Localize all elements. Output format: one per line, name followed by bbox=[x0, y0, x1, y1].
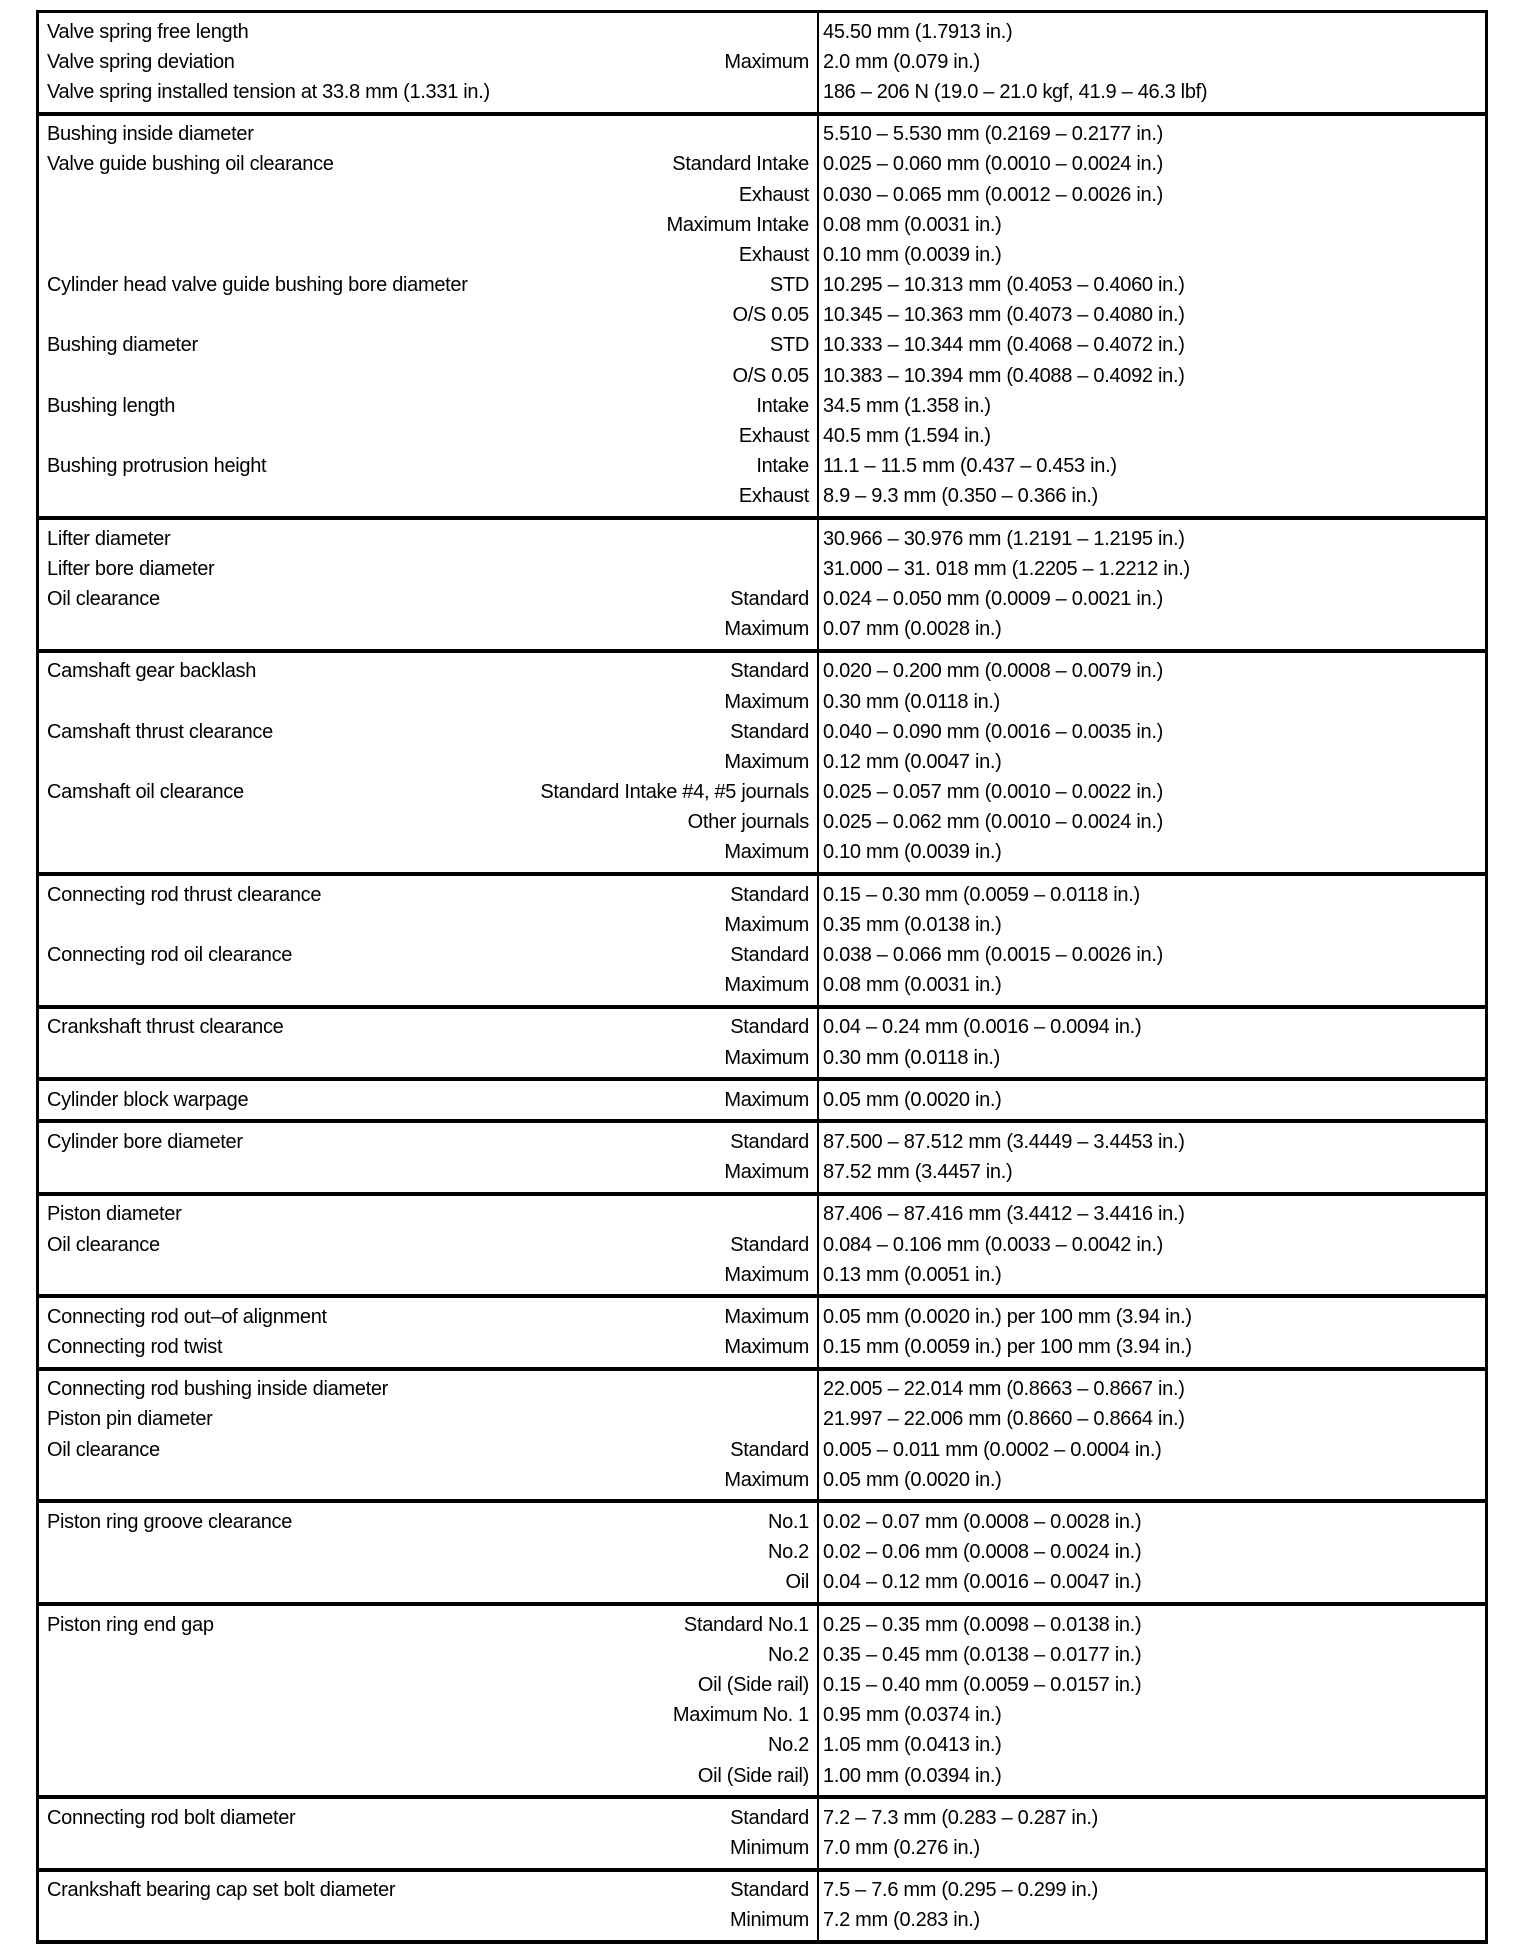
spec-group bbox=[39, 1872, 1485, 1944]
spec-row bbox=[39, 1085, 1485, 1115]
spec-qualifier: Maximum bbox=[724, 750, 809, 773]
spec-item-cell bbox=[39, 485, 809, 508]
spec-row bbox=[39, 1507, 1485, 1537]
spec-value: 11.1 – 11.5 mm (0.437 – 0.453 in.) bbox=[823, 455, 1117, 478]
spec-value: 7.0 mm (0.276 in.) bbox=[823, 1836, 980, 1859]
spec-row bbox=[39, 361, 1485, 391]
spec-row bbox=[39, 150, 1485, 180]
spec-row bbox=[39, 77, 1485, 107]
spec-value: 0.04 – 0.12 mm (0.0016 – 0.0047 in.) bbox=[823, 1571, 1142, 1594]
spec-row bbox=[39, 880, 1485, 910]
spec-item-cell bbox=[39, 1131, 809, 1154]
spec-item-cell bbox=[39, 751, 809, 774]
spec-qualifier: Exhaust bbox=[738, 485, 809, 508]
spec-row bbox=[39, 1200, 1485, 1230]
spec-group bbox=[39, 116, 1485, 520]
spec-value: 7.5 – 7.6 mm (0.295 – 0.299 in.) bbox=[823, 1879, 1099, 1902]
spec-qualifier: Exhaust bbox=[738, 183, 809, 206]
spec-value: 0.025 – 0.057 mm (0.0010 – 0.0022 in.) bbox=[823, 781, 1163, 804]
spec-row bbox=[39, 1833, 1485, 1863]
spec-value: 34.5 mm (1.358 in.) bbox=[823, 394, 991, 417]
spec-item-cell bbox=[39, 1203, 809, 1226]
spec-group bbox=[39, 1503, 1485, 1606]
spec-item-label: Camshaft thrust clearance bbox=[47, 720, 273, 743]
spec-item-cell bbox=[39, 884, 809, 907]
spec-value: 0.08 mm (0.0031 in.) bbox=[823, 213, 1002, 236]
spec-qualifier: No.2 bbox=[767, 1643, 809, 1666]
spec-row bbox=[39, 17, 1485, 47]
spec-value: 0.05 mm (0.0020 in.) bbox=[823, 1468, 1002, 1491]
spec-value: 0.08 mm (0.0031 in.) bbox=[823, 974, 1002, 997]
spec-item-cell bbox=[39, 588, 809, 611]
spec-row bbox=[39, 1876, 1485, 1906]
spec-value: 0.35 – 0.45 mm (0.0138 – 0.0177 in.) bbox=[823, 1643, 1142, 1666]
spec-item-cell bbox=[39, 214, 809, 237]
spec-qualifier: Maximum bbox=[724, 690, 809, 713]
spec-row bbox=[39, 524, 1485, 554]
spec-item-cell bbox=[39, 1734, 809, 1757]
spec-item-cell bbox=[39, 1234, 809, 1257]
spec-item-cell bbox=[39, 274, 809, 297]
spec-value: 10.383 – 10.394 mm (0.4088 – 0.4092 in.) bbox=[823, 364, 1185, 387]
spec-item-cell bbox=[39, 618, 809, 641]
spec-qualifier: Maximum bbox=[724, 50, 809, 73]
spec-value: 21.997 – 22.006 mm (0.8660 – 0.8664 in.) bbox=[823, 1408, 1185, 1431]
spec-qualifier: Intake bbox=[756, 455, 809, 478]
spec-item-cell bbox=[39, 1807, 809, 1830]
spec-row bbox=[39, 1405, 1485, 1435]
spec-item-label: Oil clearance bbox=[47, 587, 160, 610]
spec-item-label: Oil clearance bbox=[47, 1438, 160, 1461]
spec-item-cell bbox=[39, 1378, 809, 1401]
spec-value: 0.020 – 0.200 mm (0.0008 – 0.0079 in.) bbox=[823, 660, 1163, 683]
spec-item-label: Piston ring groove clearance bbox=[47, 1511, 293, 1534]
spec-qualifier: Oil bbox=[785, 1571, 809, 1594]
spec-qualifier: Minimum bbox=[729, 1836, 809, 1859]
spec-item-cell bbox=[39, 365, 809, 388]
spec-item-label: Valve spring deviation bbox=[47, 50, 235, 73]
spec-value: 0.30 mm (0.0118 in.) bbox=[823, 690, 1001, 713]
spec-qualifier: O/S 0.05 bbox=[732, 304, 809, 327]
spec-value: 0.30 mm (0.0118 in.) bbox=[823, 1046, 1001, 1069]
spec-item-cell bbox=[39, 944, 809, 967]
spec-group bbox=[39, 1123, 1485, 1195]
spec-item-label: Valve spring installed tension at 33.8 mm (1.331 in.) bbox=[47, 80, 490, 103]
spec-group bbox=[39, 520, 1485, 653]
spec-qualifier: Standard Intake #4, #5 journals bbox=[540, 781, 809, 804]
spec-qualifier: Maximum bbox=[724, 1161, 809, 1184]
spec-group bbox=[39, 653, 1485, 876]
spec-qualifier: No.2 bbox=[767, 1541, 809, 1564]
spec-row bbox=[39, 1013, 1485, 1043]
spec-value: 0.25 – 0.35 mm (0.0098 – 0.0138 in.) bbox=[823, 1613, 1142, 1636]
spec-value: 7.2 – 7.3 mm (0.283 – 0.287 in.) bbox=[823, 1806, 1099, 1829]
spec-value: 8.9 – 9.3 mm (0.350 – 0.366 in.) bbox=[823, 485, 1099, 508]
spec-row bbox=[39, 615, 1485, 645]
spec-qualifier: Standard bbox=[730, 1438, 809, 1461]
spec-value: 0.025 – 0.062 mm (0.0010 – 0.0024 in.) bbox=[823, 811, 1163, 834]
spec-row bbox=[39, 1640, 1485, 1670]
spec-qualifier: Maximum bbox=[724, 618, 809, 641]
spec-item-cell bbox=[39, 21, 809, 44]
spec-value: 45.50 mm (1.7913 in.) bbox=[823, 20, 1013, 43]
spec-item-cell bbox=[39, 1306, 809, 1329]
spec-value: 186 – 206 N (19.0 – 21.0 kgf, 41.9 – 46.3 lbf) bbox=[823, 80, 1208, 103]
spec-item-label: Camshaft oil clearance bbox=[47, 781, 244, 804]
spec-item-label: Valve spring free length bbox=[47, 20, 249, 43]
spec-qualifier: Maximum bbox=[724, 1305, 809, 1328]
spec-group bbox=[39, 1196, 1485, 1299]
spec-group bbox=[39, 1606, 1485, 1799]
spec-item-label: Cylinder bore diameter bbox=[47, 1130, 243, 1153]
spec-value: 0.024 – 0.050 mm (0.0009 – 0.0021 in.) bbox=[823, 587, 1163, 610]
spec-group bbox=[39, 1371, 1485, 1504]
spec-row bbox=[39, 1803, 1485, 1833]
spec-item-label: Bushing diameter bbox=[47, 334, 198, 357]
spec-qualifier: Standard bbox=[730, 660, 809, 683]
spec-item-label: Connecting rod thrust clearance bbox=[47, 883, 322, 906]
spec-qualifier: Oil (Side rail) bbox=[697, 1764, 809, 1787]
spec-value: 0.02 – 0.06 mm (0.0008 – 0.0024 in.) bbox=[823, 1541, 1142, 1564]
spec-value: 0.038 – 0.066 mm (0.0015 – 0.0026 in.) bbox=[823, 944, 1163, 967]
spec-qualifier: Maximum bbox=[724, 1088, 809, 1111]
spec-row bbox=[39, 1333, 1485, 1363]
spec-value: 31.000 – 31. 018 mm (1.2205 – 1.2212 in.) bbox=[823, 557, 1190, 580]
spec-qualifier: Exhaust bbox=[738, 243, 809, 266]
spec-item-cell bbox=[39, 528, 809, 551]
spec-qualifier: Maximum bbox=[724, 913, 809, 936]
spec-item-label: Connecting rod bolt diameter bbox=[47, 1806, 296, 1829]
spec-group bbox=[39, 13, 1485, 116]
spec-value: 10.345 – 10.363 mm (0.4073 – 0.4080 in.) bbox=[823, 304, 1185, 327]
spec-value: 0.05 mm (0.0020 in.) bbox=[823, 1088, 1002, 1111]
spec-value: 0.10 mm (0.0039 in.) bbox=[823, 841, 1002, 864]
spec-item-label: Lifter diameter bbox=[47, 527, 171, 550]
spec-row bbox=[39, 1435, 1485, 1465]
spec-item-label: Bushing length bbox=[47, 394, 176, 417]
spec-item-cell bbox=[39, 334, 809, 357]
specification-table bbox=[36, 10, 1488, 1944]
spec-value: 0.15 mm (0.0059 in.) per 100 mm (3.94 in.) bbox=[823, 1336, 1192, 1359]
spec-item-label: Connecting rod twist bbox=[47, 1336, 223, 1359]
spec-item-cell bbox=[39, 1765, 809, 1788]
spec-value: 1.00 mm (0.0394 in.) bbox=[823, 1764, 1002, 1787]
spec-value: 0.10 mm (0.0039 in.) bbox=[823, 243, 1002, 266]
spec-item-cell bbox=[39, 1439, 809, 1462]
spec-item-cell bbox=[39, 51, 809, 74]
spec-group bbox=[39, 876, 1485, 1009]
spec-row bbox=[39, 47, 1485, 77]
spec-group bbox=[39, 1799, 1485, 1871]
spec-qualifier: Standard bbox=[730, 1233, 809, 1256]
spec-row bbox=[39, 1568, 1485, 1598]
spec-row bbox=[39, 747, 1485, 777]
spec-value: 0.084 – 0.106 mm (0.0033 – 0.0042 in.) bbox=[823, 1233, 1163, 1256]
spec-item-cell bbox=[39, 1089, 809, 1112]
spec-item-label: Piston pin diameter bbox=[47, 1408, 213, 1431]
spec-item-cell bbox=[39, 1571, 809, 1594]
spec-item-cell bbox=[39, 123, 809, 146]
spec-qualifier: O/S 0.05 bbox=[732, 364, 809, 387]
spec-value: 30.966 – 30.976 mm (1.2191 – 1.2195 in.) bbox=[823, 527, 1185, 550]
spec-item-label: Piston diameter bbox=[47, 1203, 182, 1226]
spec-value: 7.2 mm (0.283 in.) bbox=[823, 1909, 980, 1932]
spec-row bbox=[39, 240, 1485, 270]
spec-row bbox=[39, 482, 1485, 512]
spec-value: 2.0 mm (0.079 in.) bbox=[823, 50, 980, 73]
spec-item-label: Connecting rod out–of alignment bbox=[47, 1305, 327, 1328]
spec-qualifier: Intake bbox=[756, 394, 809, 417]
spec-item-cell bbox=[39, 1704, 809, 1727]
spec-item-cell bbox=[39, 455, 809, 478]
spec-qualifier: Standard bbox=[730, 1879, 809, 1902]
spec-value: 22.005 – 22.014 mm (0.8663 – 0.8667 in.) bbox=[823, 1378, 1185, 1401]
spec-item-cell bbox=[39, 1047, 809, 1070]
spec-item-cell bbox=[39, 914, 809, 937]
spec-value: 0.02 – 0.07 mm (0.0008 – 0.0028 in.) bbox=[823, 1511, 1142, 1534]
spec-item-label: Cylinder block warpage bbox=[47, 1088, 249, 1111]
spec-item-cell bbox=[39, 558, 809, 581]
spec-item-cell bbox=[39, 1408, 809, 1431]
spec-item-label: Oil clearance bbox=[47, 1233, 160, 1256]
spec-item-cell bbox=[39, 1469, 809, 1492]
spec-value: 87.406 – 87.416 mm (3.4412 – 3.4416 in.) bbox=[823, 1203, 1185, 1226]
spec-qualifier: STD bbox=[769, 274, 809, 297]
spec-value: 0.04 – 0.24 mm (0.0016 – 0.0094 in.) bbox=[823, 1016, 1142, 1039]
spec-value: 10.295 – 10.313 mm (0.4053 – 0.4060 in.) bbox=[823, 274, 1185, 297]
spec-item-cell bbox=[39, 1879, 809, 1902]
spec-item-cell bbox=[39, 1511, 809, 1534]
spec-row bbox=[39, 1701, 1485, 1731]
spec-item-cell bbox=[39, 184, 809, 207]
spec-value: 0.040 – 0.090 mm (0.0016 – 0.0035 in.) bbox=[823, 720, 1163, 743]
spec-item-cell bbox=[39, 1161, 809, 1184]
spec-qualifier: Standard Intake bbox=[672, 153, 809, 176]
spec-qualifier: Standard bbox=[730, 1130, 809, 1153]
spec-item-cell bbox=[39, 1336, 809, 1359]
spec-row bbox=[39, 687, 1485, 717]
spec-row bbox=[39, 1230, 1485, 1260]
spec-item-cell bbox=[39, 244, 809, 267]
spec-row bbox=[39, 1731, 1485, 1761]
spec-item-label: Bushing inside diameter bbox=[47, 123, 254, 146]
spec-row bbox=[39, 717, 1485, 747]
spec-row bbox=[39, 554, 1485, 584]
spec-item-cell bbox=[39, 1016, 809, 1039]
spec-qualifier: Standard bbox=[730, 720, 809, 743]
spec-group bbox=[39, 1009, 1485, 1081]
spec-item-cell bbox=[39, 395, 809, 418]
spec-value: 0.15 – 0.40 mm (0.0059 – 0.0157 in.) bbox=[823, 1673, 1142, 1696]
spec-qualifier: No.2 bbox=[767, 1734, 809, 1757]
spec-value: 0.13 mm (0.0051 in.) bbox=[823, 1263, 1002, 1286]
spec-qualifier: Exhaust bbox=[738, 425, 809, 448]
spec-value: 87.52 mm (3.4457 in.) bbox=[823, 1161, 1013, 1184]
spec-item-cell bbox=[39, 691, 809, 714]
spec-row bbox=[39, 391, 1485, 421]
spec-value: 0.005 – 0.011 mm (0.0002 – 0.0004 in.) bbox=[823, 1438, 1162, 1461]
spec-row bbox=[39, 120, 1485, 150]
spec-item-cell bbox=[39, 660, 809, 683]
spec-item-cell bbox=[39, 841, 809, 864]
spec-row bbox=[39, 1158, 1485, 1188]
spec-row bbox=[39, 301, 1485, 331]
spec-qualifier: STD bbox=[769, 334, 809, 357]
spec-item-label: Camshaft gear backlash bbox=[47, 660, 257, 683]
spec-item-cell bbox=[39, 721, 809, 744]
spec-item-label: Cylinder head valve guide bushing bore diameter bbox=[47, 274, 468, 297]
spec-row bbox=[39, 180, 1485, 210]
spec-qualifier: Maximum bbox=[724, 1046, 809, 1069]
spec-value: 0.35 mm (0.0138 in.) bbox=[823, 913, 1002, 936]
spec-row bbox=[39, 1302, 1485, 1332]
spec-value: 0.12 mm (0.0047 in.) bbox=[823, 750, 1002, 773]
spec-item-cell bbox=[39, 1264, 809, 1287]
spec-item-label: Valve guide bushing oil clearance bbox=[47, 153, 334, 176]
spec-row bbox=[39, 584, 1485, 614]
spec-row bbox=[39, 971, 1485, 1001]
spec-qualifier: No.1 bbox=[767, 1511, 809, 1534]
spec-qualifier: Maximum Intake bbox=[666, 213, 809, 236]
spec-qualifier: Maximum bbox=[724, 1263, 809, 1286]
spec-row bbox=[39, 271, 1485, 301]
spec-item-label: Piston ring end gap bbox=[47, 1613, 214, 1636]
spec-qualifier: Minimum bbox=[729, 1909, 809, 1932]
spec-item-label: Crankshaft thrust clearance bbox=[47, 1016, 284, 1039]
spec-item-cell bbox=[39, 781, 809, 804]
spec-qualifier: Maximum bbox=[724, 841, 809, 864]
spec-qualifier: Maximum bbox=[724, 1336, 809, 1359]
spec-row bbox=[39, 1375, 1485, 1405]
spec-item-cell bbox=[39, 81, 809, 104]
spec-row bbox=[39, 1538, 1485, 1568]
spec-group bbox=[39, 1081, 1485, 1123]
spec-row bbox=[39, 1465, 1485, 1495]
spec-row bbox=[39, 657, 1485, 687]
spec-row bbox=[39, 452, 1485, 482]
spec-value: 0.15 – 0.30 mm (0.0059 – 0.0118 in.) bbox=[823, 883, 1140, 906]
spec-item-label: Lifter bore diameter bbox=[47, 557, 215, 580]
spec-item-label: Crankshaft bearing cap set bolt diameter bbox=[47, 1879, 396, 1902]
spec-row bbox=[39, 1761, 1485, 1791]
spec-value: 0.07 mm (0.0028 in.) bbox=[823, 618, 1002, 641]
spec-row bbox=[39, 940, 1485, 970]
spec-row bbox=[39, 331, 1485, 361]
spec-qualifier: Standard bbox=[730, 587, 809, 610]
spec-row bbox=[39, 421, 1485, 451]
spec-qualifier: Maximum No. 1 bbox=[672, 1704, 809, 1727]
spec-item-label: Connecting rod bushing inside diameter bbox=[47, 1378, 389, 1401]
spec-row bbox=[39, 1610, 1485, 1640]
spec-value: 10.333 – 10.344 mm (0.4068 – 0.4072 in.) bbox=[823, 334, 1185, 357]
spec-row bbox=[39, 1670, 1485, 1700]
spec-qualifier: Standard No.1 bbox=[683, 1613, 809, 1636]
spec-qualifier: Other journals bbox=[687, 811, 809, 834]
spec-row bbox=[39, 1906, 1485, 1936]
spec-qualifier: Standard bbox=[730, 1806, 809, 1829]
spec-row bbox=[39, 1127, 1485, 1157]
spec-qualifier: Standard bbox=[730, 883, 809, 906]
spec-value: 1.05 mm (0.0413 in.) bbox=[823, 1734, 1002, 1757]
spec-item-cell bbox=[39, 1644, 809, 1667]
spec-row bbox=[39, 778, 1485, 808]
spec-item-cell bbox=[39, 1674, 809, 1697]
spec-row bbox=[39, 1043, 1485, 1073]
spec-item-cell bbox=[39, 1837, 809, 1860]
spec-value: 0.030 – 0.065 mm (0.0012 – 0.0026 in.) bbox=[823, 183, 1163, 206]
spec-row bbox=[39, 910, 1485, 940]
spec-row bbox=[39, 1260, 1485, 1290]
spec-qualifier: Oil (Side rail) bbox=[697, 1673, 809, 1696]
spec-item-cell bbox=[39, 1541, 809, 1564]
spec-row bbox=[39, 808, 1485, 838]
spec-value: 0.025 – 0.060 mm (0.0010 – 0.0024 in.) bbox=[823, 153, 1163, 176]
spec-item-cell bbox=[39, 974, 809, 997]
spec-value: 5.510 – 5.530 mm (0.2169 – 0.2177 in.) bbox=[823, 123, 1163, 146]
spec-item-cell bbox=[39, 811, 809, 834]
spec-row bbox=[39, 210, 1485, 240]
spec-group bbox=[39, 1298, 1485, 1370]
spec-item-cell bbox=[39, 304, 809, 327]
spec-value: 0.05 mm (0.0020 in.) per 100 mm (3.94 in.) bbox=[823, 1305, 1192, 1328]
spec-qualifier: Standard bbox=[730, 1016, 809, 1039]
spec-item-cell bbox=[39, 153, 809, 176]
spec-qualifier: Maximum bbox=[724, 974, 809, 997]
spec-qualifier: Standard bbox=[730, 944, 809, 967]
spec-row bbox=[39, 838, 1485, 868]
spec-item-cell bbox=[39, 1614, 809, 1637]
spec-item-cell bbox=[39, 425, 809, 448]
spec-value: 0.95 mm (0.0374 in.) bbox=[823, 1704, 1002, 1727]
spec-value: 40.5 mm (1.594 in.) bbox=[823, 425, 991, 448]
spec-item-label: Bushing protrusion height bbox=[47, 455, 267, 478]
spec-item-label: Connecting rod oil clearance bbox=[47, 944, 293, 967]
spec-value: 87.500 – 87.512 mm (3.4449 – 3.4453 in.) bbox=[823, 1130, 1185, 1153]
spec-qualifier: Maximum bbox=[724, 1468, 809, 1491]
spec-item-cell bbox=[39, 1909, 809, 1932]
